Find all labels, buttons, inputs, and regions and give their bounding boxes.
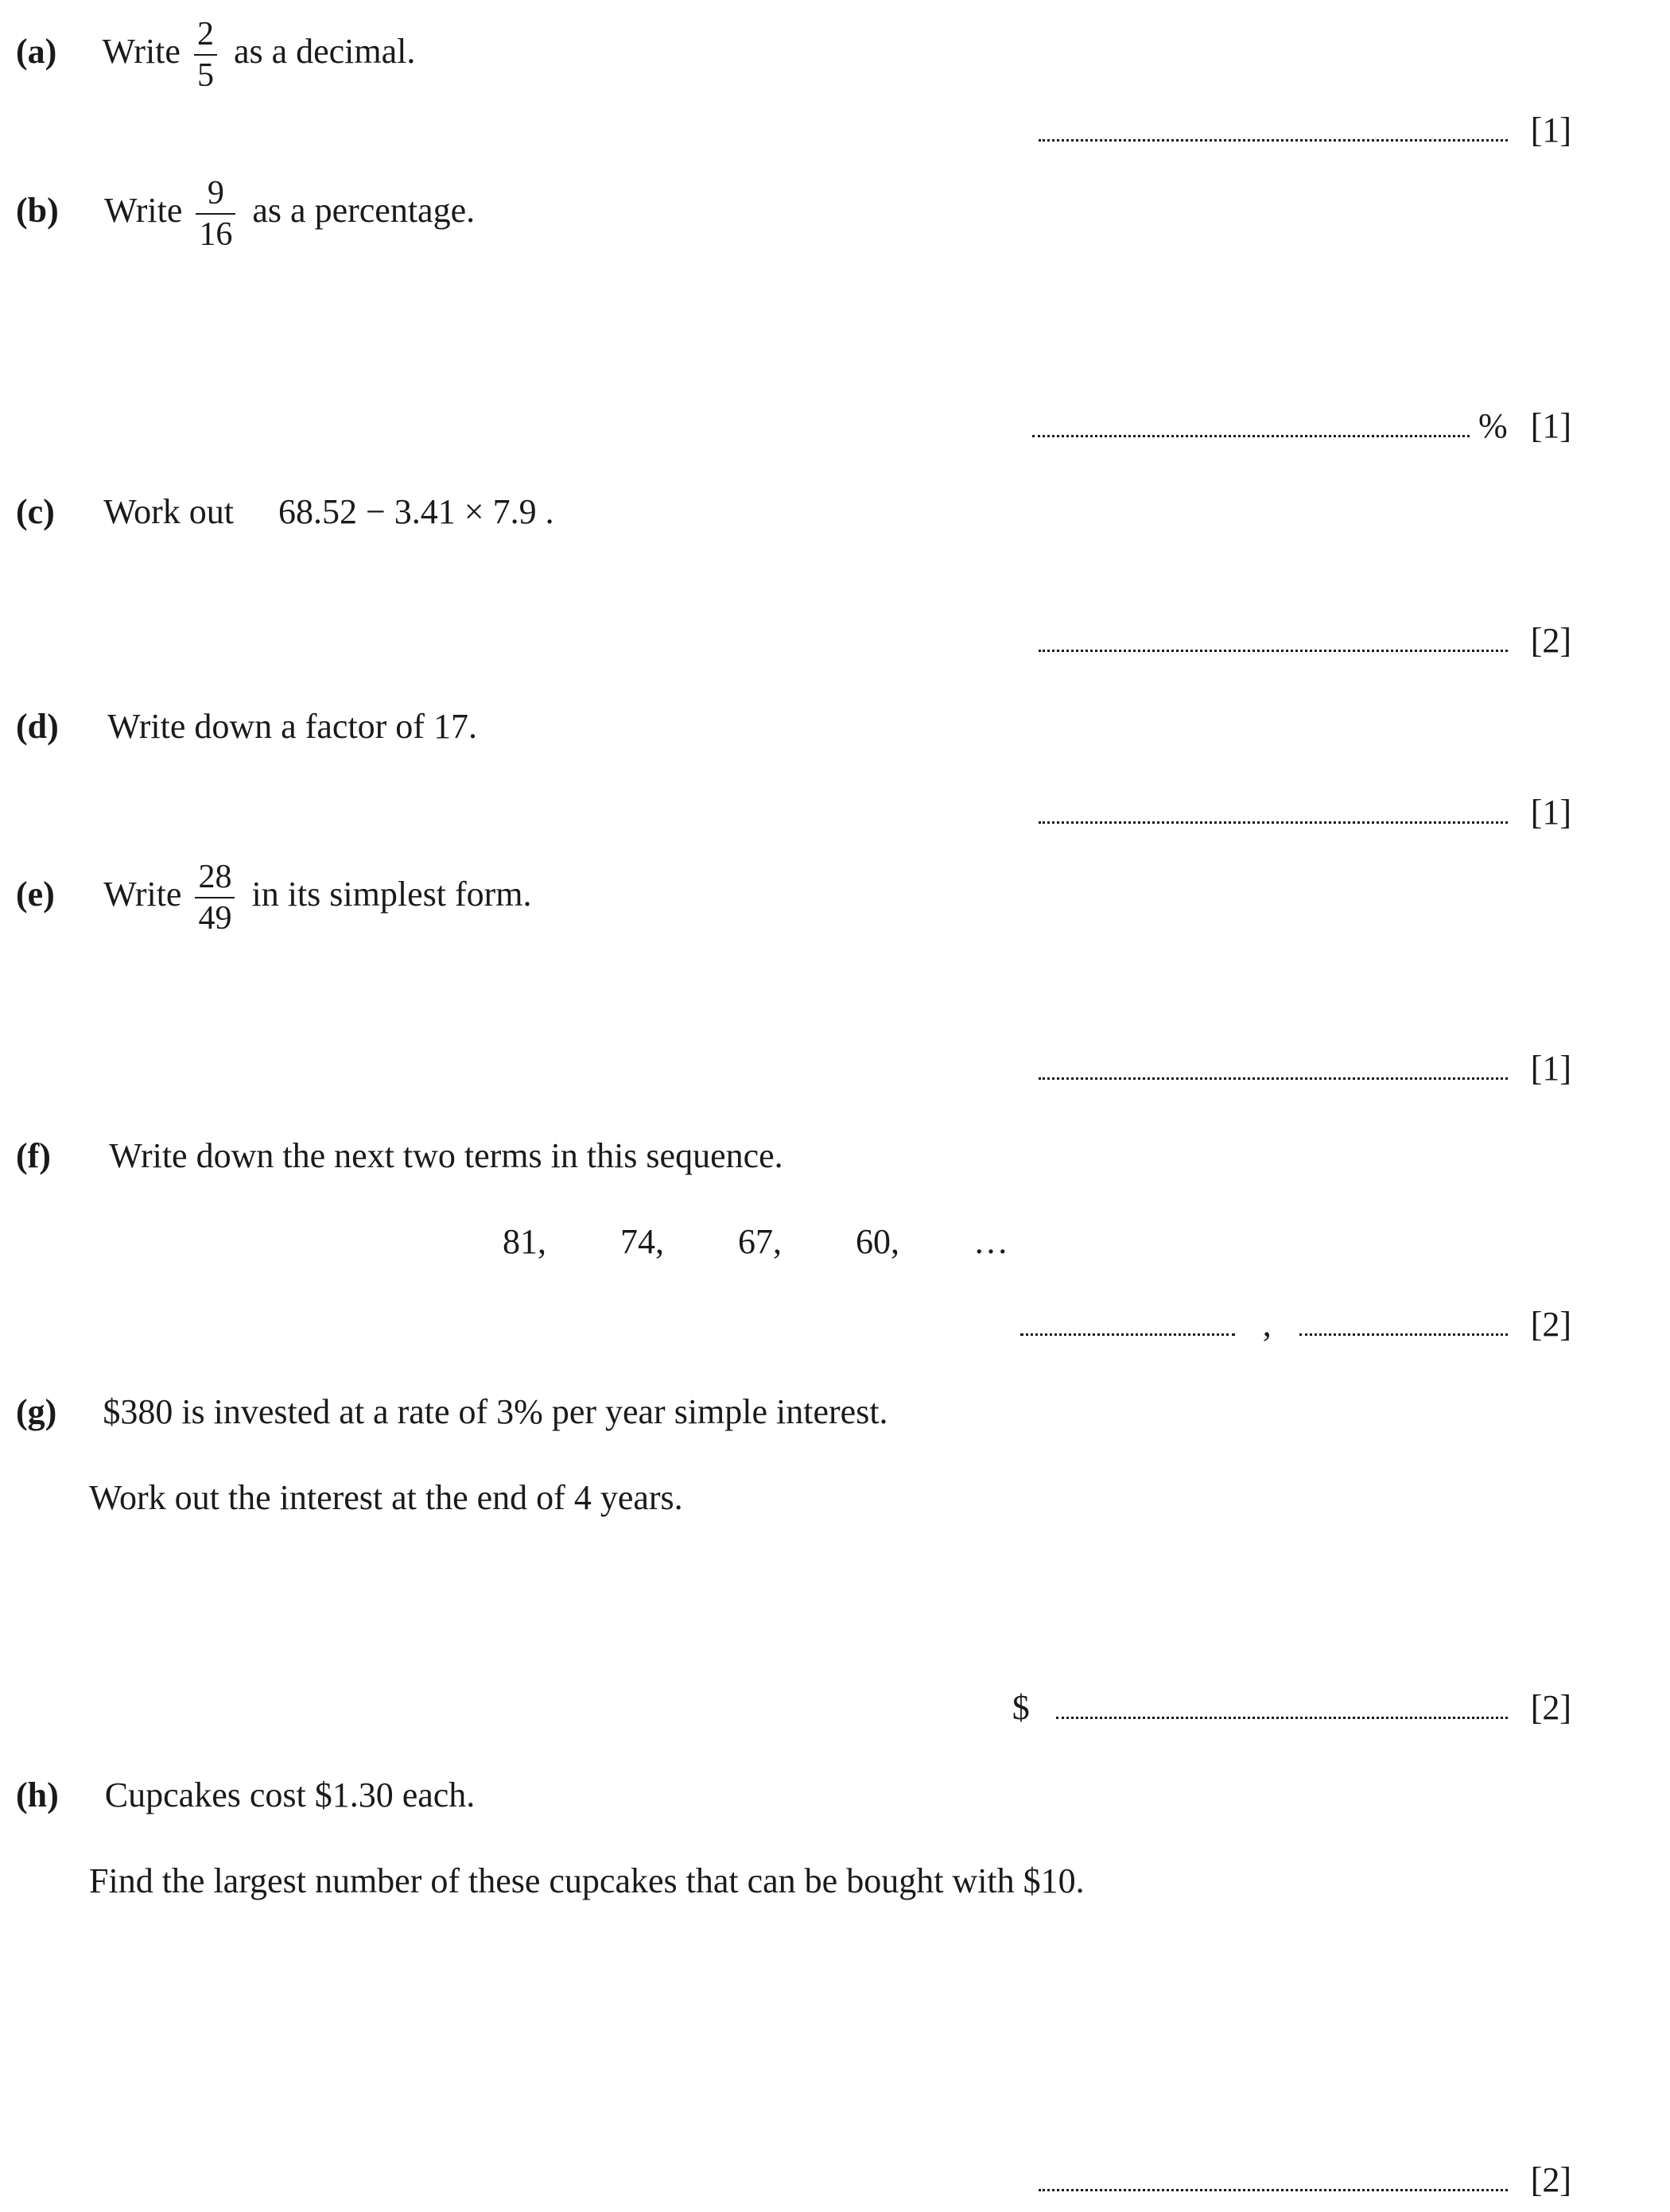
answer-line-a[interactable]: [1039, 110, 1571, 150]
answer-dots[interactable]: [1056, 1717, 1508, 1719]
sequence: [503, 1221, 1091, 1262]
question-text: Write: [104, 191, 183, 231]
answer-dots[interactable]: [1039, 2189, 1508, 2191]
answer-line-e[interactable]: [1039, 1048, 1571, 1089]
answer-dots[interactable]: [1039, 650, 1508, 652]
answer-dots[interactable]: [1039, 1077, 1508, 1080]
answer-dots-first[interactable]: [1020, 1333, 1235, 1336]
answer-line-h[interactable]: [1039, 2160, 1571, 2200]
answer-line-g[interactable]: [1012, 1687, 1571, 1728]
marks: [2]: [1530, 1305, 1571, 1344]
answer-line-d[interactable]: [1039, 792, 1571, 832]
question-text: as a decimal.: [233, 32, 416, 72]
question-label: (d): [16, 707, 59, 746]
question-c: [16, 491, 554, 532]
question-text: Work out the interest at the end of 4 years.: [89, 1478, 683, 1517]
marks: [2]: [1530, 621, 1571, 660]
question-text: Write down the next two terms in this sequence.: [109, 1136, 783, 1175]
fraction-numerator: 2: [196, 16, 214, 52]
marks: [1]: [1530, 406, 1571, 445]
question-text: Write down a factor of 17.: [107, 707, 477, 746]
question-text: as a percentage.: [252, 191, 476, 231]
question-e: [16, 860, 531, 935]
marks: [1]: [1530, 793, 1571, 832]
question-label: (b): [16, 191, 59, 231]
fraction-denominator: 16: [199, 216, 233, 253]
fraction: [196, 177, 235, 251]
question-f: [16, 1135, 783, 1176]
sequence-ellipsis: …: [973, 1222, 1008, 1261]
expression: 68.52 − 3.41 × 7.9 .: [278, 492, 554, 531]
question-label: (h): [16, 1775, 59, 1814]
question-h: [16, 1775, 475, 1815]
fraction-numerator: 28: [198, 859, 232, 895]
answer-separator: ,: [1262, 1305, 1272, 1344]
answer-line-f[interactable]: [1020, 1304, 1571, 1345]
answer-line-b[interactable]: [1032, 406, 1571, 446]
question-label: (f): [16, 1136, 51, 1175]
sequence-term: 81,: [503, 1222, 546, 1261]
answer-dots[interactable]: [1032, 435, 1470, 437]
answer-dots[interactable]: [1039, 821, 1508, 824]
question-text: Work out: [103, 492, 234, 531]
answer-dots-second[interactable]: [1299, 1333, 1508, 1336]
fraction-denominator: 49: [198, 900, 232, 937]
sequence-term: 67,: [738, 1222, 782, 1261]
question-text: $380 is invested at a rate of 3% per year simple interest.: [103, 1392, 888, 1431]
question-text: Write: [102, 32, 181, 72]
answer-dots[interactable]: [1039, 139, 1508, 142]
marks: [2]: [1530, 2160, 1571, 2199]
fraction: [194, 17, 217, 92]
question-label: (g): [16, 1392, 57, 1431]
question-g-line2: [89, 1477, 683, 1518]
question-g: [16, 1391, 888, 1432]
sequence-term: 60,: [856, 1222, 899, 1261]
answer-line-c[interactable]: [1039, 620, 1571, 661]
answer-unit: %: [1478, 406, 1508, 445]
question-text: in its simplest form.: [251, 875, 532, 914]
fraction: [195, 860, 235, 935]
answer-currency: $: [1012, 1688, 1030, 1727]
question-label: (e): [16, 875, 55, 914]
question-text: Write: [103, 875, 182, 914]
question-b: [16, 177, 475, 251]
question-d: [16, 706, 477, 747]
fraction-denominator: 5: [196, 57, 214, 94]
sequence-term: 74,: [620, 1222, 664, 1261]
marks: [2]: [1530, 1688, 1571, 1727]
question-label: (c): [16, 492, 55, 531]
marks: [1]: [1530, 1049, 1571, 1088]
question-a: [16, 17, 415, 92]
question-label: (a): [16, 32, 57, 72]
fraction-numerator: 9: [207, 175, 224, 211]
marks: [1]: [1530, 111, 1571, 149]
question-text: Find the largest number of these cupcakes that can be bought with $10.: [89, 1861, 1085, 1900]
question-h-line2: [89, 1861, 1085, 1901]
question-text: Cupcakes cost $1.30 each.: [104, 1775, 476, 1814]
